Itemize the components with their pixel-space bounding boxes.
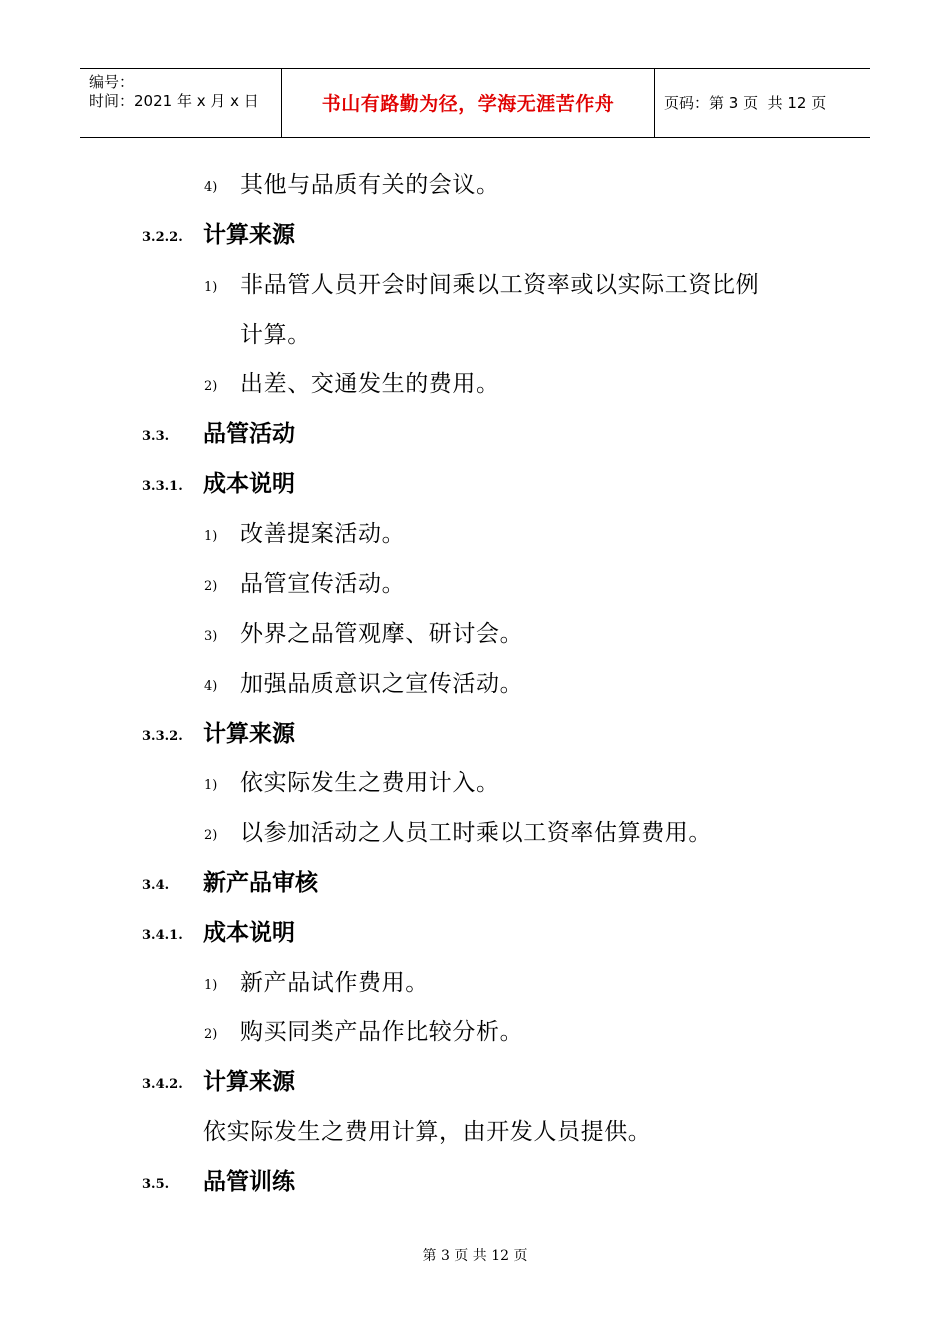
section-heading: 品管训练 xyxy=(203,1169,295,1195)
section-heading: 新产品审核 xyxy=(203,870,318,896)
section-number: 3.5. xyxy=(142,1177,170,1192)
list-item: 出差、交通发生的费用。 xyxy=(240,371,500,397)
list-number: 2) xyxy=(204,379,218,394)
header-motto-cell xyxy=(282,69,655,137)
page-header xyxy=(80,68,870,138)
page-footer: 第 3 页 共 12 页 xyxy=(422,1248,528,1264)
list-number: 1) xyxy=(204,529,218,544)
section-number: 3.2.2. xyxy=(142,230,183,245)
section-heading: 成本说明 xyxy=(203,920,295,946)
section-number: 3.4. xyxy=(142,878,170,893)
section-heading: 计算来源 xyxy=(203,222,295,248)
paragraph: 依实际发生之费用计算，由开发人员提供。 xyxy=(203,1119,652,1145)
list-item: 改善提案活动。 xyxy=(240,521,406,547)
list-number: 4) xyxy=(204,180,218,195)
list-number: 2) xyxy=(204,1027,218,1042)
list-number: 3) xyxy=(204,629,218,644)
section-number: 3.3.1. xyxy=(142,479,183,494)
list-item: 加强品质意识之宣传活动。 xyxy=(240,671,524,697)
section-number: 3.3. xyxy=(142,429,170,444)
list-item: 依实际发生之费用计入。 xyxy=(240,770,500,796)
list-item: 新产品试作费用。 xyxy=(240,970,429,996)
list-item: 其他与品质有关的会议。 xyxy=(240,172,500,198)
document-number-label: 编号： xyxy=(89,73,135,91)
list-number: 1) xyxy=(204,778,218,793)
list-number: 1) xyxy=(204,280,218,295)
header-info-cell xyxy=(80,69,282,137)
list-item: 购买同类产品作比较分析。 xyxy=(240,1019,524,1045)
list-item: 品管宣传活动。 xyxy=(240,571,406,597)
section-number: 3.4.1. xyxy=(142,928,183,943)
section-heading: 计算来源 xyxy=(203,721,295,747)
list-item: 以参加活动之人员工时乘以工资率估算费用。 xyxy=(240,820,712,846)
document-date-label: 时间：2021 年 x 月 x 日 xyxy=(89,92,259,110)
header-page-cell xyxy=(655,69,870,137)
section-heading: 成本说明 xyxy=(203,471,295,497)
list-item: 外界之品管观摩、研讨会。 xyxy=(240,621,524,647)
header-page-info: 页码：第 3 页 共 12 页 xyxy=(664,94,827,112)
header-motto: 书山有路勤为径，学海无涯苦作舟 xyxy=(321,93,615,115)
list-number: 2) xyxy=(204,579,218,594)
section-heading: 计算来源 xyxy=(203,1069,295,1095)
section-heading: 品管活动 xyxy=(203,421,295,447)
list-number: 4) xyxy=(204,679,218,694)
list-item-continuation: 计算。 xyxy=(240,322,311,348)
list-number: 2) xyxy=(204,828,218,843)
section-number: 3.3.2. xyxy=(142,729,183,744)
list-item: 非品管人员开会时间乘以工资率或以实际工资比例 xyxy=(240,272,760,298)
list-number: 1) xyxy=(204,978,218,993)
section-number: 3.4.2. xyxy=(142,1077,183,1092)
